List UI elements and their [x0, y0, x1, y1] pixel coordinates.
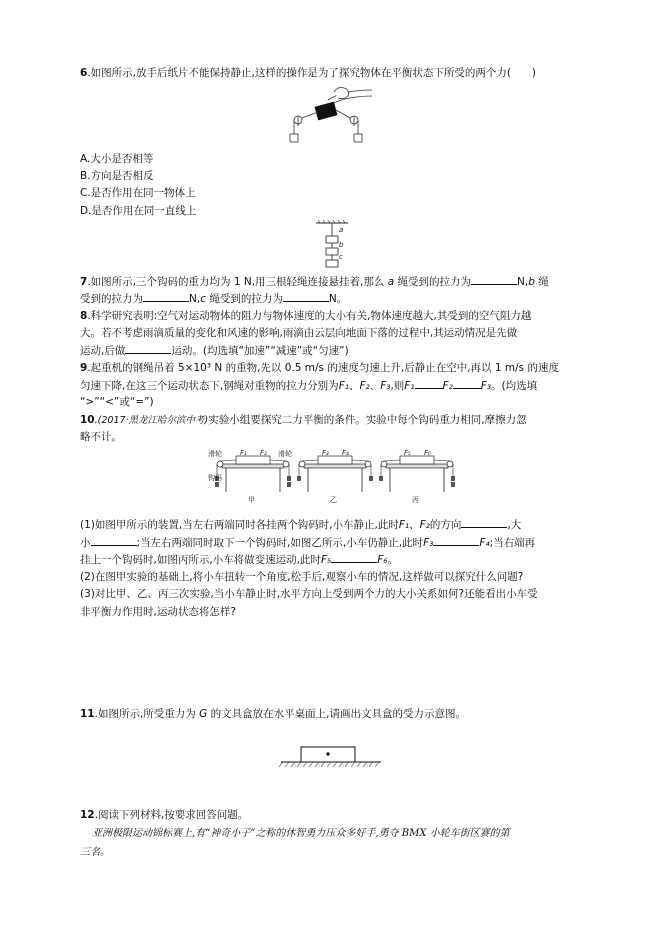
q6-option-c: C.是否作用在同一物体上: [80, 187, 196, 199]
q6-paper-pulley-figure: [280, 82, 380, 152]
q10-sub1-line-2: 小 ;当左右两端同时取下一个钩码时,如图乙所示,小车仍静止,此时F₃ F₄;当右端再: [80, 537, 536, 549]
q9-line-3: “>”“<”或“=”): [80, 396, 154, 408]
q10-f2-label: F₂: [260, 449, 267, 457]
q10-sub3-line-1: (3)对比甲、乙、丙三次实验,当小车静止时,水平方向上受到两个力的大小关系如何?还能看出小车受: [80, 588, 538, 600]
q12-material-line-1: 亚洲极限运动锦标赛上,有“神奇小子”之称的休智勇力压众多好手,勇夺 BMX 小轮车街区赛的第: [92, 828, 510, 839]
q7-line-2: 受到的拉力为 N,c 绳受到的拉力为 N。: [80, 293, 348, 305]
q8-line-1: 8.科学研究表明:空气对运动物体的阻力与物体速度的大小有关,物体速度越大,其受到的空气阻力越: [80, 310, 532, 322]
q8-blank-1[interactable]: [125, 343, 171, 354]
q10-f6-label: F₆: [424, 449, 431, 457]
q10-hook-label: 钩码: [208, 474, 222, 482]
q10-blank-f5-f6[interactable]: [331, 552, 377, 563]
q9-blank-1[interactable]: [415, 378, 443, 389]
q10-pulley-label-left: 滑轮: [208, 450, 222, 458]
q6-option-b: B.方向是否相反: [80, 170, 154, 182]
q10-sub3-line-2: 非平衡力作用时,运动状态将怎样?: [80, 606, 236, 618]
q10-cart-figure: [208, 448, 458, 504]
q7-blank-a[interactable]: [471, 274, 517, 285]
q10-blank-direction[interactable]: [461, 517, 507, 528]
q7-label-a: a: [339, 226, 344, 234]
q7-blank-c[interactable]: [283, 291, 329, 302]
q12-stem: 12.阅读下列材料,按要求回答问题。: [80, 809, 249, 821]
q10-sub2: (2)在图甲实验的基础上,将小车扭转一个角度,松手后,观察小车的情况,这样做可以探究什么问题?: [80, 571, 524, 583]
q9-line-2: 匀速下降,在这三个运动状态下,钢绳对重物的拉力分别为F₁、F₂、F₃,则F₁ F₂ F₃。(均选填: [80, 380, 538, 392]
q6-stem: 6.如图所示,放手后纸片不能保持静止,这样的操作是为了探究物体在平衡状态下所受的两个力( ): [80, 67, 537, 79]
q10-blank-f3-f4[interactable]: [433, 535, 479, 546]
q10-f5-label: F₅: [404, 449, 411, 457]
q10-line-1: 10.(2017·黑龙江哈尔滨中考)实验小组要探究二力平衡的条件。实验中每个钩码重力相同,摩擦力忽: [80, 414, 527, 426]
q8-line-3: 运动,后做 运动。(均选填“加速”“减速”或“匀速”): [80, 345, 349, 357]
q7-line-1: 7.如图所示,三个钩码的重力均为 1 N,用三根轻绳连接悬挂着,那么 a 绳受到的拉力为 N,b 绳: [80, 276, 549, 288]
q10-caption-yi: 乙: [330, 496, 337, 504]
q12-material-line-2: 三名。: [80, 847, 110, 858]
q11-stem: 11.如图所示,所受重力为 G 的文具盒放在水平桌面上,请画出文具盒的受力示意图。: [80, 708, 466, 720]
q9-line-1: 9.起重机的钢绳吊着 5×10³ N 的重物,先以 0.5 m/s 的速度匀速上升,后静止在空中,再以 1 m/s 的速度: [80, 362, 559, 374]
q10-pulley-label-right: 滑轮: [278, 450, 292, 458]
q10-caption-bing: 丙: [412, 496, 419, 504]
table-bing: [379, 449, 455, 504]
q9-blank-2[interactable]: [453, 378, 481, 389]
q6-option-d: D.是否作用在同一直线上: [80, 205, 197, 217]
q10-blank-size[interactable]: [91, 535, 137, 546]
q10-caption-jia: 甲: [248, 496, 255, 504]
q8-line-2: 大。若不考虑雨滴质量的变化和风速的影响,雨滴由云层向地面下落的过程中,其运动情况是先做: [80, 327, 518, 339]
q11-pencil-box-figure: [277, 742, 385, 772]
q10-f4-label: F₄: [342, 449, 349, 457]
table-yi: [297, 449, 373, 504]
q7-label-c: c: [339, 253, 343, 261]
q10-sub1-line-1: (1)如图甲所示的装置,当左右两端同时各挂两个钩码时,小车静止,此时F₁、F₂的方向 ,大: [80, 519, 522, 531]
q10-sub1-line-3: 挂上一个钩码时,如图丙所示,小车将做变速运动,此时F₅ F₆。: [80, 554, 399, 566]
q7-label-b: b: [339, 241, 344, 249]
q7-blank-b[interactable]: [143, 291, 189, 302]
q10-line-2: 略不计。: [80, 431, 122, 443]
q10-f3-label: F₃: [322, 449, 329, 457]
q10-f1-label: F₁: [240, 449, 247, 457]
q6-option-a: A.大小是否相等: [80, 153, 154, 165]
q7-hanging-weights-figure: [312, 220, 352, 272]
